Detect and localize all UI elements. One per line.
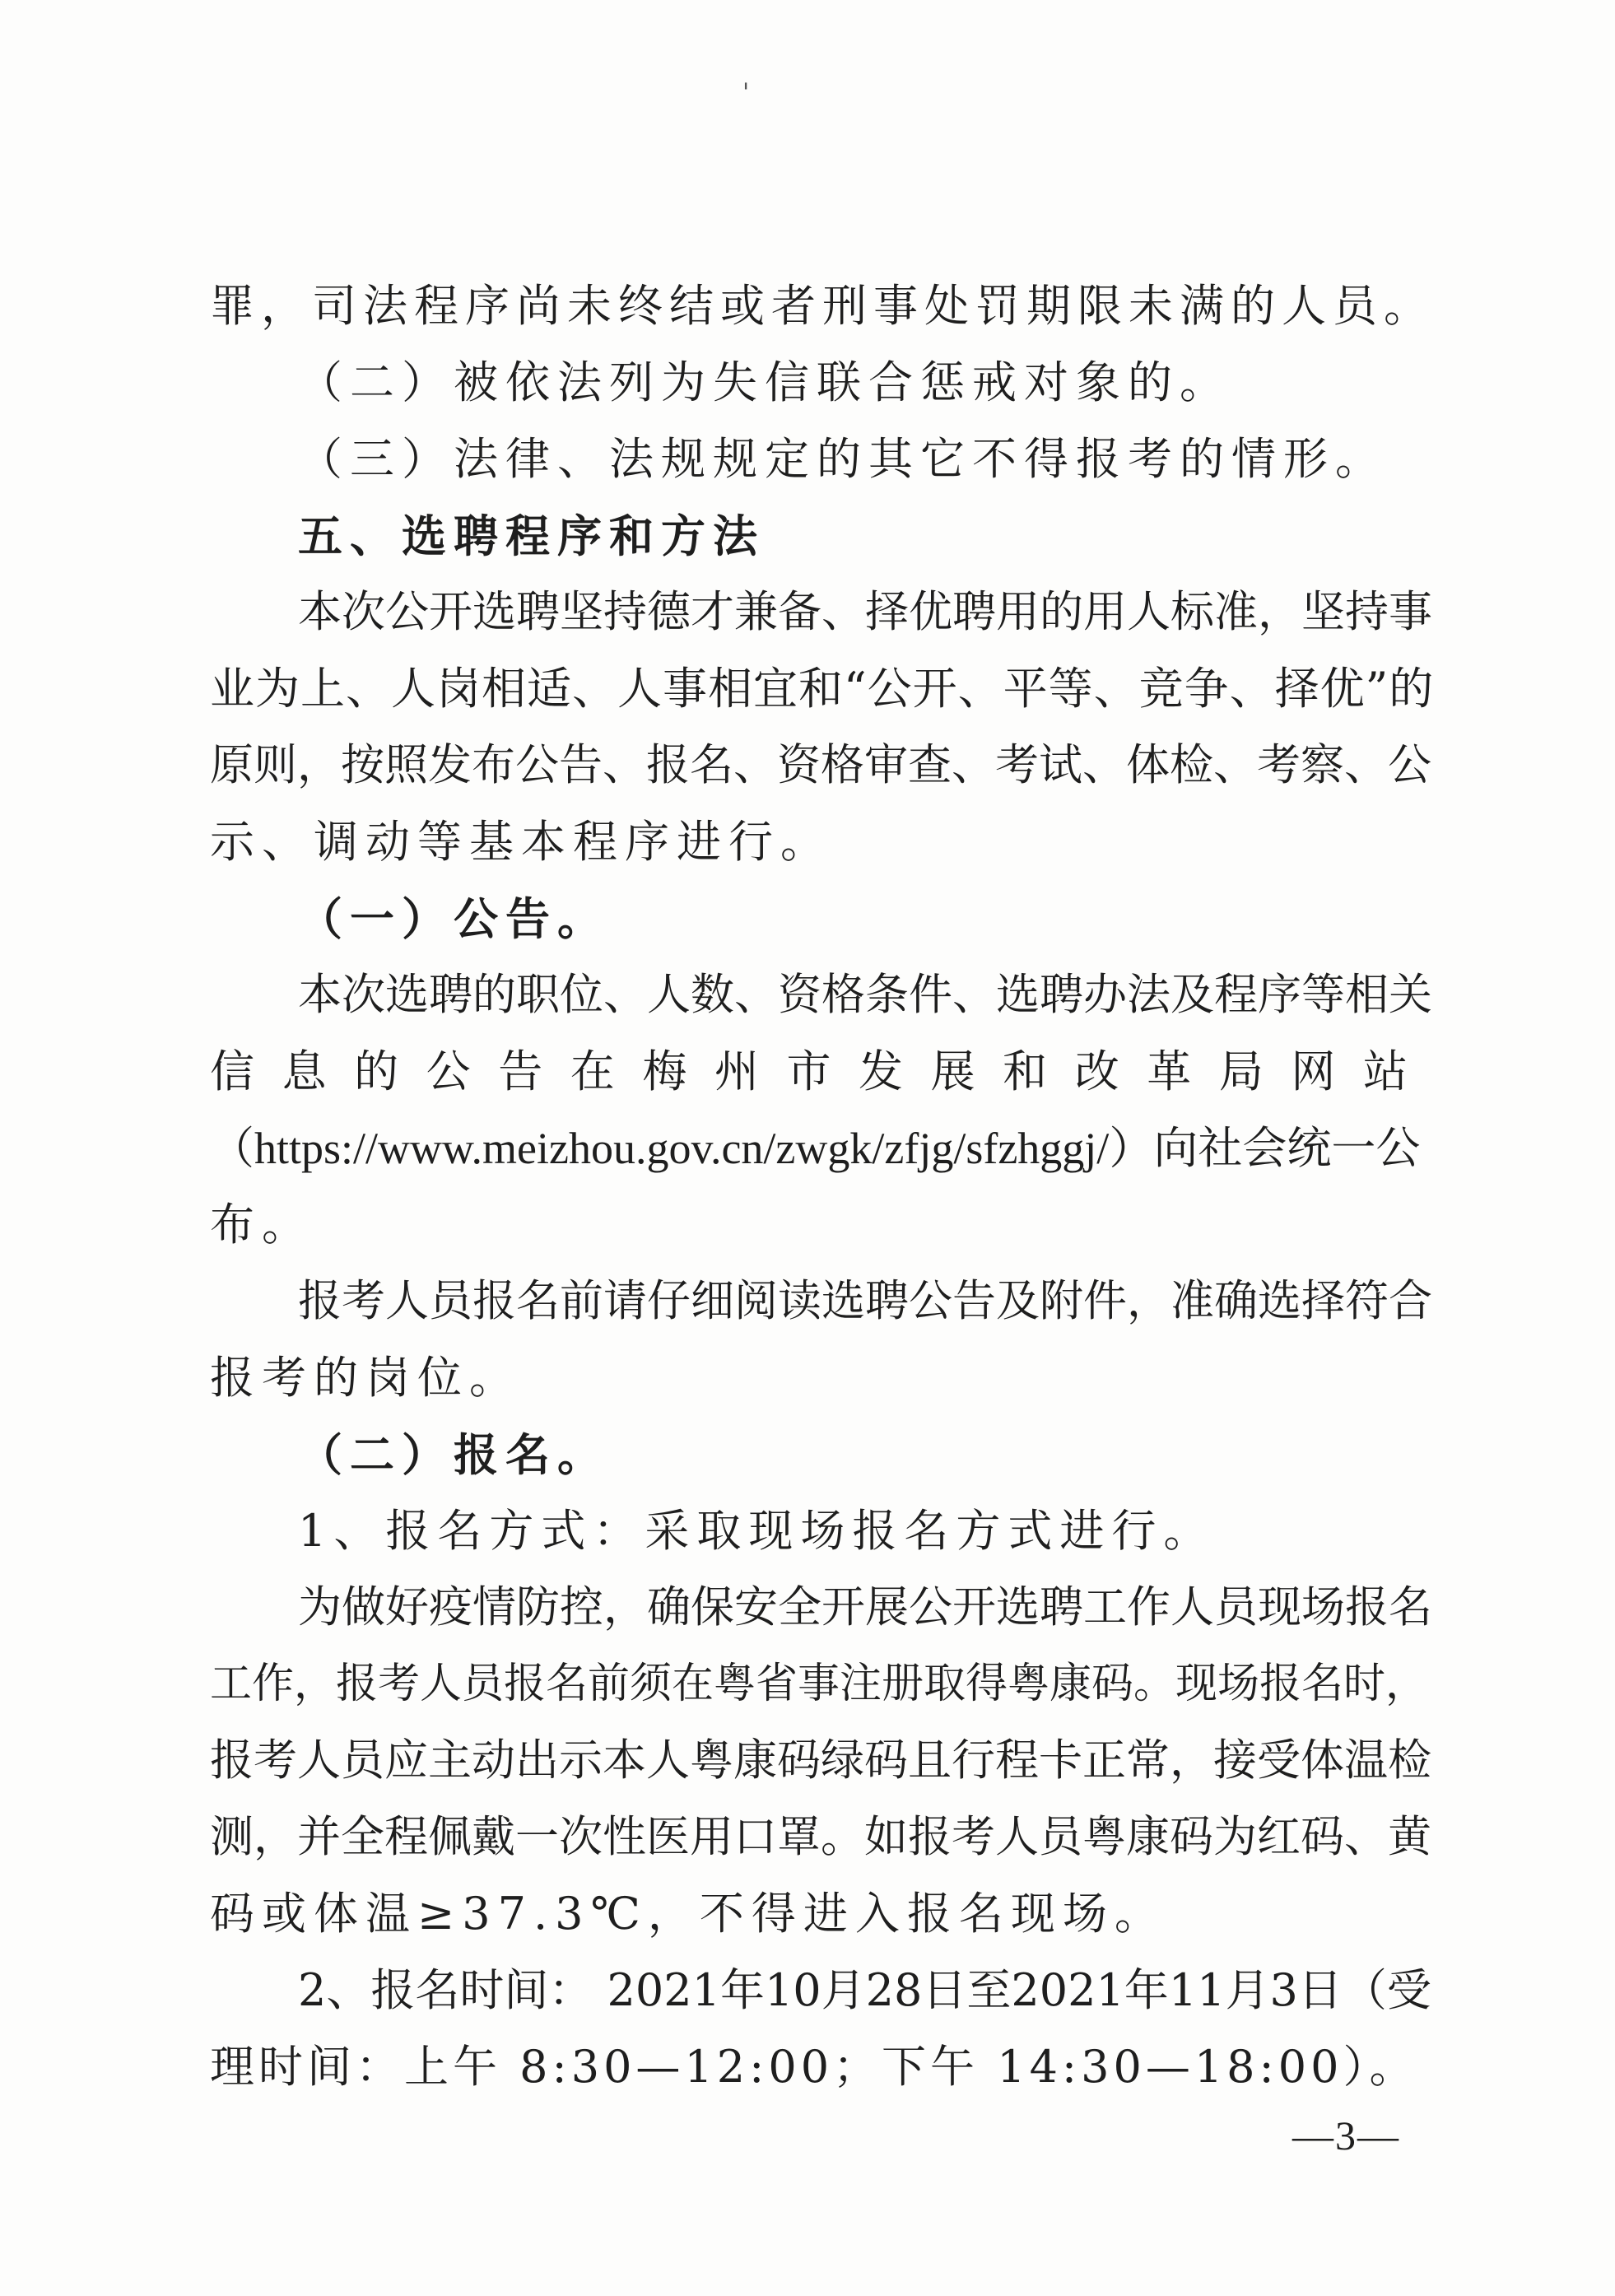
text-line: 工作，报考人员报名前须在粤省事注册取得粤康码。现场报名时，	[210, 1660, 1428, 1708]
text-line: 布。	[210, 1199, 314, 1250]
text-line: 报考人员应主动出示本人粤康码绿码且行程卡正常，接受体温检	[210, 1735, 1431, 1786]
page-number: —3—	[1292, 2112, 1400, 2159]
text-line: 理时间：上午 8:30—12:00；下午 14:30—18:00）。	[210, 2041, 1418, 2093]
text-line: 报考的岗位。	[210, 1352, 521, 1404]
text-line: 为做好疫情防控，确保安全开展公开选聘工作人员现场报名	[298, 1582, 1432, 1632]
text-line: 测，并全程佩戴一次性医用口罩。如报考人员粤康码为红码、黄	[210, 1812, 1431, 1862]
text-line: 信息的公告在梅州市发展和改革局网站	[210, 1046, 1408, 1097]
text-line: 罪，司法程序尚未终结或者刑事处罚期限未满的人员。	[210, 280, 1435, 332]
text-line: 2、报名时间： 2021年10月28日至2021年11月3日（受	[298, 1964, 1431, 2016]
text-line: （二）被依法列为失信联合惩戒对象的。	[298, 356, 1231, 408]
text-line: （三）法律、法规规定的其它不得报考的情形。	[298, 433, 1387, 485]
section-heading: 五、选聘程序和方法	[298, 510, 765, 562]
text-line: 1、报名方式：采取现场报名方式进行。	[298, 1505, 1216, 1557]
text-line: 本次公开选聘坚持德才兼备、择优聘用的用人标准，坚持事	[298, 587, 1432, 637]
url-line: （https://www.meizhou.gov.cn/zwgk/zfjg/sfzhggj/）向社会统一公	[210, 1124, 1421, 1173]
text-line: 码或体温≥37.3℃，不得进入报名现场。	[210, 1888, 1166, 1940]
subsection-heading: （一）公告。	[298, 892, 609, 945]
text-line: 本次选聘的职位、人数、资格条件、选聘办法及程序等相关	[298, 970, 1432, 1020]
scan-mark: '	[742, 78, 750, 107]
text-line: 原则，按照发布公告、报名、资格审查、考试、体检、考察、公	[210, 740, 1431, 790]
text-line: 报考人员报名前请仔细阅读选聘公告及附件，准确选择符合	[298, 1276, 1432, 1326]
text-line: 业为上、人岗相适、人事相宜和“公开、平等、竞争、择优”的	[210, 663, 1435, 715]
text-line: 示、调动等基本程序进行。	[210, 816, 832, 868]
subsection-heading: （二）报名。	[298, 1428, 609, 1481]
